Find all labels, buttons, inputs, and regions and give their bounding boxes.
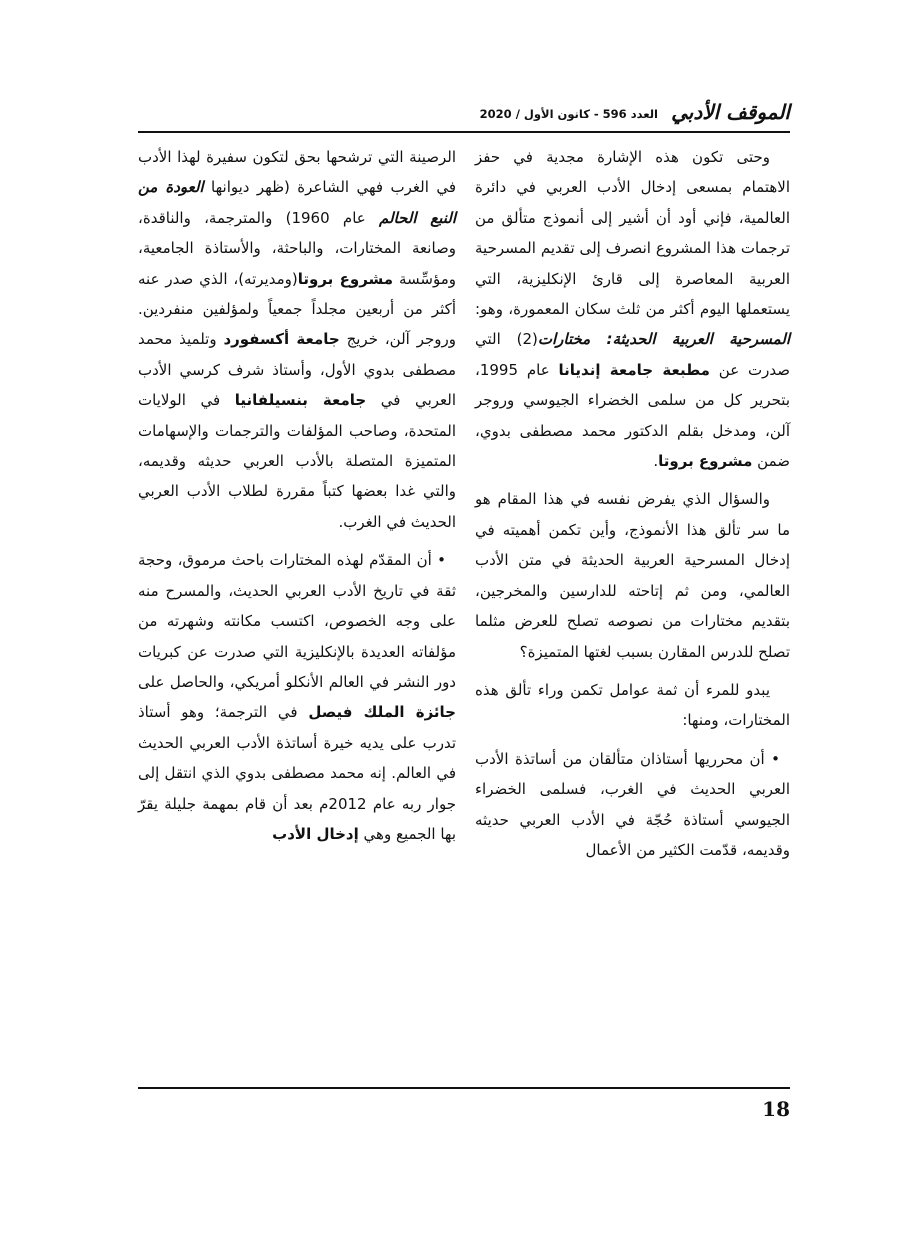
paragraph [475,142,790,476]
paragraph: والسؤال الذي يفرض نفسه في هذا المقام هو ما سر تألق هذا الأنموذج، وأين تكمن أهميته في إدخال المسرحية العربية الحديثة في متن الأدب العالمي، ومن ثم إتاحته للدارسين والمخرجين، بتقديم مختارات من نصوصه تصلح للعرض مثلما تصلح للدرس المقارن بسبب لغتها المتميزة؟ [475,490,790,661]
text-run: (ومديرته)، الذي صدر عنه أكثر من أربعين مجلداً جمعياً ولمؤلفين منفردين. وروجر آلن، خريج [138,269,456,349]
book-title: المسرحية العربية الحديثة: مختارات [537,330,790,349]
issue-info: العدد 596 - كانون الأول / 2020 [479,107,658,121]
award-name: جائزة الملك فيصل [308,703,456,722]
text-run: عام 1995، بتحرير كل من سلمى الخضراء الجيوسي وروجر آلن، ومدخل بقلم الدكتور محمد مصطفى بدوي، ضمن [475,360,790,471]
publisher-name: مطبعة جامعة إنديانا [558,360,710,379]
text-run: وحتى تكون هذه الإشارة مجدية في حفز الاهتمام بمسعى إدخال الأدب العربي في دائرة العالمية، فإني أود أن أشير إلى أنموذج متألق من ترجمات هذا المشروع انصرف إلى تقديم المسرحية العربية المعاصرة إلى قارئ الإنكليزية، التي يستعملها اليوم أكثر من ثلث سكان المعمورة، وهو: [475,148,790,319]
bullet-paragraph: • أن محرريها أستاذان متألقان من أساتذة الأدب العربي الحديث في الغرب، فسلمى الخضراء الجيوسي أستاذة حُجّة في الأدب العربي حديثه وقديمه، قدّمت الكثير من الأعمال [475,749,790,859]
text-run: . [653,452,659,471]
university-name: جامعة بنسيلفانيا [234,391,367,410]
paragraph: يبدو للمرء أن ثمة عوامل تكمن وراء تألق هذه المختارات، ومنها: [475,680,790,730]
text-run: عام 1960) والمترجمة، والناقدة، وصانعة المختارات، والباحثة، والأستاذة الجامعية، ومؤسِّسة [138,208,456,288]
project-name: مشروع بروتا [297,269,394,288]
page-number: 18 [762,1097,790,1121]
text-run: • أن المقدّم لهذه المختارات باحث مرموق، وحجة ثقة في تاريخ الأدب العربي الحديث، والمسرح منه على وجه الخصوص، اكتسب مكانته وشهرته من مؤلفاته العديدة بالإنكليزية التي صدرت عن كبريات دور النشر في العالم الأنكلو أمريكي، والحاصل على [138,551,456,691]
paragraph [138,142,456,537]
text-run: في الولايات المتحدة، وصاحب المؤلفات والترجمات والإسهامات المتميزة المتصلة بالأدب العربي حديثه وقديمه، والتي غدا بعضها كتباً مقررة لطلاب الأدب العربي الحديث في الغرب. [138,391,456,531]
text-run: وتلميذ محمد مصطفى بدوي الأول، وأستاذ شرف كرسي الأدب العربي في [138,330,456,410]
text-run: في الترجمة؛ وهو أستاذ تدرب على يديه خيرة أساتذة الأدب العربي الحديث في العالم. إنه محمد مصطفى بدوي الذي انتقل إلى جوار ربه عام 2012م بعد أن قام بمهمة جليلة يقرّ بها الجميع وهي [138,703,456,843]
university-name: جامعة أكسفورد [223,330,340,349]
project-name: مشروع بروتا [658,452,753,471]
right-column [475,142,790,865]
bullet-paragraph [138,545,456,849]
running-header [138,100,790,130]
footer-rule [138,1087,790,1089]
book-title: العودة من النبع الحالم [138,178,456,227]
text-run: (2) التي صدرت عن [475,330,790,379]
magazine-logo: الموقف الأدبي [671,100,790,124]
text-run: الرصينة التي ترشحها بحق لتكون سفيرة لهذا الأدب في الغرب فهي الشاعرة (ظهر ديوانها [138,148,456,197]
left-column [138,142,456,849]
header-rule [138,131,790,133]
bold-phrase: إدخال الأدب [272,824,359,843]
